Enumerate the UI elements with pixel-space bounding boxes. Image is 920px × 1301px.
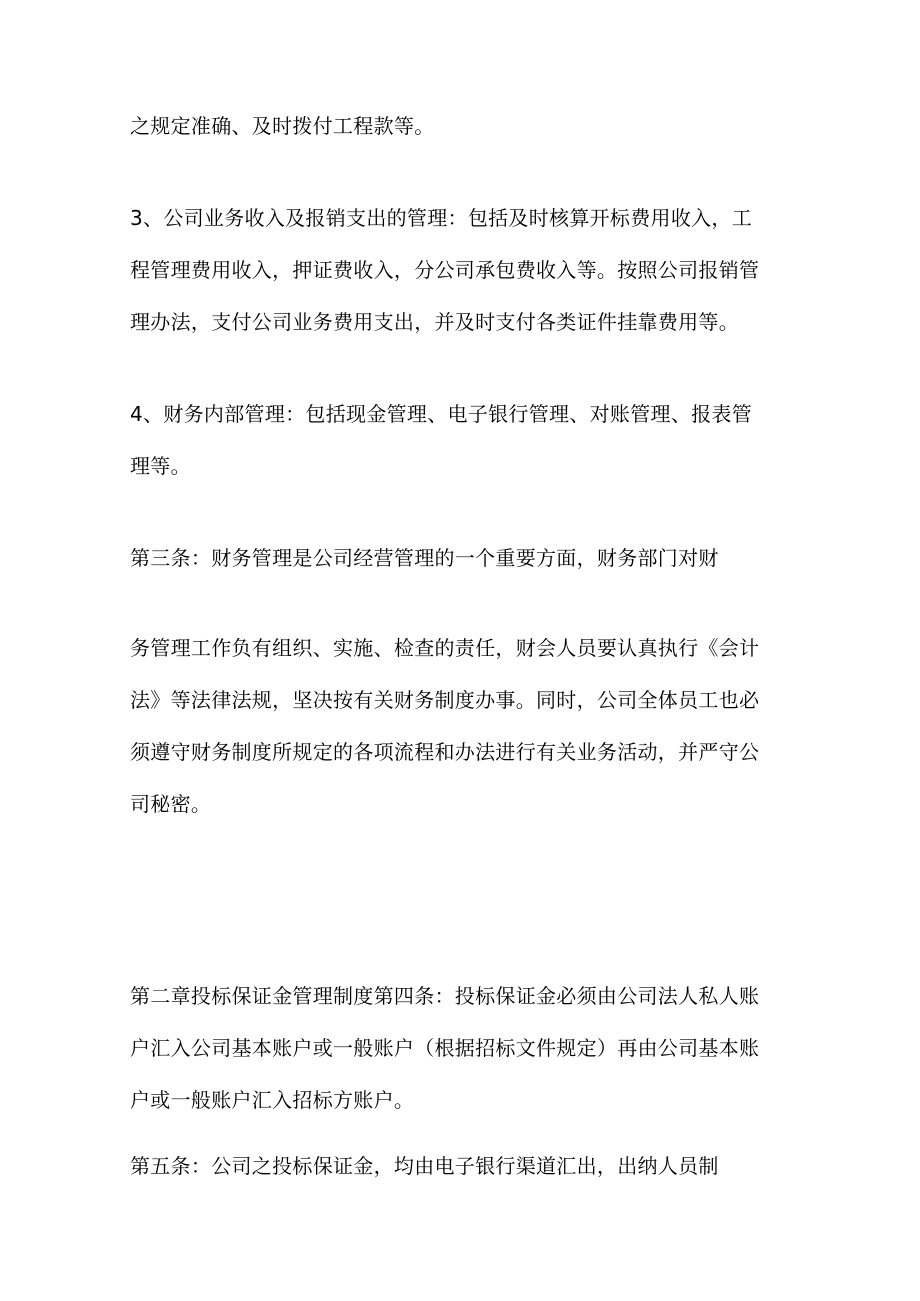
text-line: 务管理工作负有组织、实施、检查的责任，财会人员要认真执行《会计 [130, 636, 760, 660]
text-line: 户或一般账户汇入招标方账户。 [130, 1088, 415, 1112]
text-line: 之规定准确、及时拨付工程款等。 [130, 114, 435, 138]
paragraph-chapter-2 [130, 970, 795, 1126]
text-line: 3、公司业务收入及报销支出的管理：包括及时核算开标费用收入，工 [130, 206, 753, 230]
paragraph-item-3 [130, 192, 795, 348]
text-line: 第五条：公司之投标保证金，均由电子银行渠道汇出，出纳人员制 [130, 1154, 719, 1178]
text-line: 法》等法律法规，坚决按有关财务制度办事。同时，公司全体员工也必 [130, 688, 760, 712]
text-line: 第二章投标保证金管理制度第四条：投标保证金必须由公司法人私人账 [130, 984, 760, 1008]
paragraph-article-3-continued [130, 622, 795, 830]
paragraph-article-5 [130, 1140, 795, 1192]
text-line: 第三条：财务管理是公司经营管理的一个重要方面，财务部门对财 [130, 546, 719, 570]
text-line: 理办法，支付公司业务费用支出，并及时支付各类证件挂靠费用等。 [130, 310, 739, 334]
text-line: 程管理费用收入，押证费收入，分公司承包费收入等。按照公司报销管 [130, 258, 760, 282]
text-line: 户汇入公司基本账户或一般账户（根据招标文件规定）再由公司基本账 [130, 1036, 760, 1060]
text-line: 须遵守财务制度所规定的各项流程和办法进行有关业务活动，并严守公 [130, 740, 760, 764]
text-line: 司秘密。 [130, 792, 212, 816]
paragraph-item-4 [130, 388, 795, 492]
text-line: 4、财务内部管理：包括现金管理、电子银行管理、对账管理、报表管 [130, 402, 753, 426]
paragraph-article-3 [130, 532, 795, 584]
paragraph-continuation [130, 100, 795, 152]
text-line: 理等。 [130, 454, 191, 478]
